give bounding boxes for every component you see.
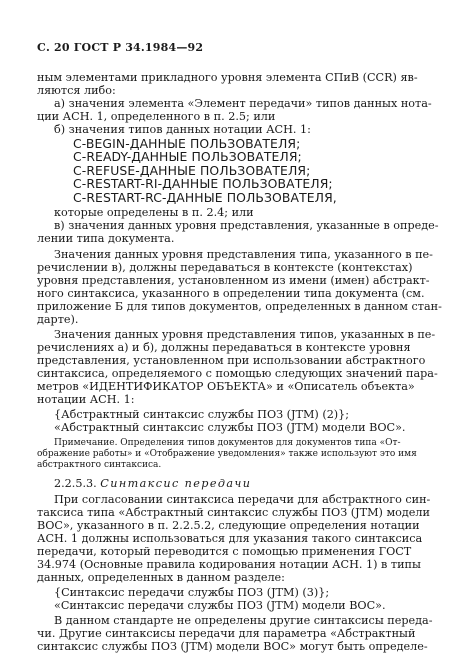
text-line: которые определены в п. 2.4; или	[54, 206, 254, 219]
text-line: Значения данных уровня представления типа, указанного в пе-	[54, 248, 433, 261]
section-title: Синтаксис передачи	[100, 477, 252, 490]
text-line: приложение Б для типов документов, определенных в данном стан-	[37, 300, 442, 313]
text-line: {Синтаксис передачи службы ПОЗ (JTM) (3)};	[54, 586, 330, 599]
text-line: ВОС», указанного в п. 2.2.5.2, следующие определения нотации	[37, 519, 420, 532]
text-line: В данном стандарте не определены другие синтаксисы переда-	[54, 614, 433, 627]
text-line: уровня представления, установленном из имени (имен) абстракт-	[37, 274, 430, 287]
text-line: представления, установленном при использовании абстрактного	[37, 354, 426, 367]
note-line: абстрактного синтаксиса.	[37, 460, 162, 470]
text-line: АСН. 1 должны использоваться для указания такого синтаксиса	[37, 532, 423, 545]
text-line: данных, определенных в данном разделе:	[37, 571, 285, 584]
section-heading	[54, 477, 251, 490]
text-line: нотации АСН. 1:	[37, 393, 135, 406]
text-line: ным элементами прикладного уровня элемента СПиВ (CCR) яв-	[37, 71, 418, 84]
code-line: C-READY-ДАННЫЕ ПОЛЬЗОВАТЕЛЯ;	[73, 149, 302, 164]
code-line: C-RESTART-RC-ДАННЫЕ ПОЛЬЗОВАТЕЛЯ,	[73, 190, 337, 205]
text-line: Значения данных уровня представления типов, указанных в пе-	[54, 328, 436, 341]
text-line: чи. Другие синтаксисы передачи для параметра «Абстрактный	[37, 627, 416, 640]
text-line: а) значения элемента «Элемент передачи» типов данных нота-	[54, 97, 432, 110]
text-line: синтаксис службы ПОЗ (JTM) модели ВОС» могут быть определе-	[37, 640, 428, 653]
code-line: C-RESTART-RI-ДАННЫЕ ПОЛЬЗОВАТЕЛЯ;	[73, 176, 333, 191]
text-line: «Синтаксис передачи службы ПОЗ (JTM) модели ВОС».	[54, 599, 386, 612]
text-line: передачи, который переводится с помощью применения ГОСТ	[37, 545, 412, 558]
page-header: С. 20 ГОСТ Р 34.1984—92	[37, 41, 204, 54]
text-line: ляются либо:	[37, 84, 116, 97]
text-line: {Абстрактный синтаксис службы ПОЗ (JTM) (2)};	[54, 408, 350, 421]
text-line: ции АСН. 1, определенного в п. 2.5; или	[37, 110, 276, 123]
text-line: ного синтаксиса, указанного в определении типа документа (см.	[37, 287, 425, 300]
text-line: речислении в), должны передаваться в контексте (контекстах)	[37, 261, 413, 274]
text-line: таксиса типа «Абстрактный синтаксис службы ПОЗ (JTM) модели	[37, 506, 430, 519]
text-line: б) значения типов данных нотации АСН. 1:	[54, 123, 311, 136]
text-line: в) значения данных уровня представления, указанные в опреде-	[54, 219, 439, 232]
text-line: 34.974 (Основные правила кодирования нотации АСН. 1) в типы	[37, 558, 421, 571]
text-line: синтаксиса, определяемого с помощью следующих значений пара-	[37, 367, 438, 380]
text-line: «Абстрактный синтаксис службы ПОЗ (JTM) модели ВОС».	[54, 421, 406, 434]
section-number: 2.2.5.3.	[54, 477, 97, 490]
text-line: дарте).	[37, 313, 79, 326]
text-line: При согласовании синтаксиса передачи для абстрактного син-	[54, 493, 431, 506]
text-line: метров «ИДЕНТИФИКАТОР ОБЪЕКТА» и «Описатель объекта»	[37, 380, 415, 393]
note-line: ображение работы» и «Отображение уведомления» также используют это имя	[37, 449, 417, 459]
text-line: лении типа документа.	[37, 232, 175, 245]
code-line: C-REFUSE-ДАННЫЕ ПОЛЬЗОВАТЕЛЯ;	[73, 163, 311, 178]
text-line: речислениях а) и б), должны передаваться в контексте уровня	[37, 341, 411, 354]
note-line: Примечание. Определения типов документов для документов типа «От-	[54, 438, 401, 448]
code-line: C-BEGIN-ДАННЫЕ ПОЛЬЗОВАТЕЛЯ;	[73, 136, 301, 151]
